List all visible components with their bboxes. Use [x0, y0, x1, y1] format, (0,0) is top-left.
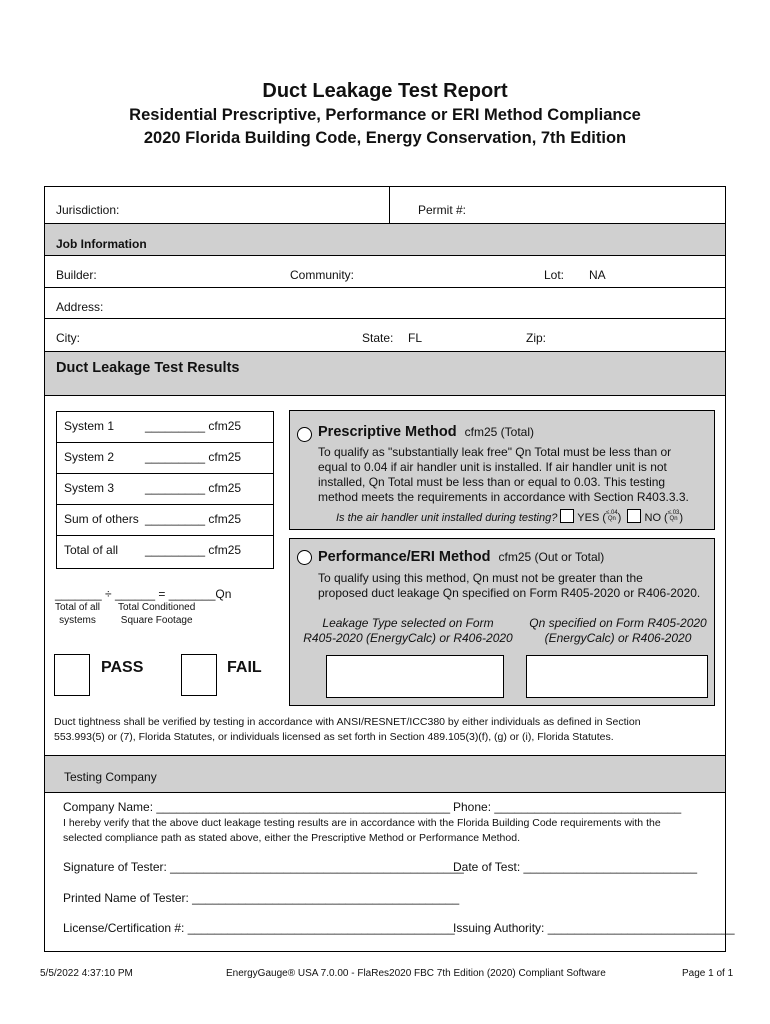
system-values-table: [56, 411, 274, 569]
qn-specified-line2: (EnergyCalc) or R406-2020: [544, 631, 692, 645]
lot-value: NA: [589, 268, 606, 282]
verification-notice: [54, 715, 641, 745]
footer-timestamp: 5/5/2022 4:37:10 PM: [40, 968, 133, 979]
prescriptive-desc-line4: method meets the requirements in accordance with Section R403.3.3.: [318, 490, 689, 504]
notice-line1: Duct tightness shall be verified by testing in accordance with ANSI/RESNET/ICC380 by either individuals as defined in Section: [54, 716, 641, 728]
formula-label-sqft: [118, 601, 195, 627]
prescriptive-title: [318, 424, 534, 440]
system-label: Sum of others: [64, 512, 139, 526]
system-row: [57, 412, 273, 443]
leakage-type-input[interactable]: [326, 655, 504, 698]
job-info-heading-row: [45, 224, 725, 256]
prescriptive-description: [318, 445, 689, 505]
results-heading: Duct Leakage Test Results: [56, 360, 240, 376]
no-label: NO (: [644, 512, 668, 524]
yes-checkbox[interactable]: [560, 509, 574, 523]
system-row: [57, 443, 273, 474]
air-handler-question-row: Is the air handler unit installed during testing? YES (≤.04 Qn ) NO (≤.03 Qn ): [336, 510, 684, 524]
qn-specified-line1: Qn specified on Form R405-2020: [529, 616, 707, 630]
license-field[interactable]: License/Certification #: ________________________________________: [63, 921, 455, 935]
formula-label-sqft-line2: Square Footage: [120, 615, 193, 626]
notice-line2: 553.993(5) or (7), Florida Statutes, or individuals licensed as set forth in Section 489.105(3)(f), (g) or (i), Florida Statutes.: [54, 731, 614, 743]
system-row: [57, 474, 273, 505]
performance-desc-line1: To qualify using this method, Qn must not be greater than the: [318, 571, 643, 585]
leakage-type-line1: Leakage Type selected on Form: [322, 616, 494, 630]
system-label: Total of all: [64, 543, 119, 557]
leakage-type-heading: [298, 616, 518, 646]
yes-threshold: [606, 510, 618, 522]
no-threshold: [668, 510, 680, 522]
phone-field[interactable]: Phone: ____________________________: [453, 800, 682, 814]
system-value-field[interactable]: _________ cfm25: [145, 419, 242, 433]
system-value-field[interactable]: _________ cfm25: [145, 450, 242, 464]
prescriptive-method-panel: [289, 410, 715, 530]
company-name-field[interactable]: Company Name: ____________________________________________: [63, 800, 451, 814]
performance-radio[interactable]: [297, 550, 312, 565]
signature-field[interactable]: Signature of Tester: ____________________________________________: [63, 860, 464, 874]
performance-unit: cfm25 (Out or Total): [498, 550, 605, 564]
verify-line1: I hereby verify that the above duct leakage testing results are in accordance with the Florida Building Code requirements with the: [63, 817, 661, 829]
job-info-heading: Job Information: [56, 237, 147, 251]
formula-label-total-line1: Total of all: [55, 602, 101, 613]
performance-title-text: Performance/ERI Method: [318, 549, 491, 565]
verification-statement: [63, 816, 661, 846]
testing-company-heading-row: [45, 755, 725, 793]
report-title: Duct Leakage Test Report: [262, 80, 508, 102]
formula-label-sqft-line1: Total Conditioned: [118, 602, 196, 613]
community-label: Community:: [290, 268, 355, 282]
system-value-field[interactable]: _________ cfm25: [145, 512, 242, 526]
qn-specified-input[interactable]: [526, 655, 708, 698]
prescriptive-radio[interactable]: [297, 427, 312, 442]
zip-label: Zip:: [526, 331, 547, 345]
prescriptive-desc-line1: To qualify as "substantially leak free" Qn Total must be less than or: [318, 445, 672, 459]
results-heading-row: [45, 352, 725, 396]
footer-software: EnergyGauge® USA 7.0.00 - FlaRes2020 FBC 7th Edition (2020) Compliant Software: [226, 968, 606, 979]
issuing-authority-field[interactable]: Issuing Authority: ____________________________: [453, 921, 735, 935]
system-label: System 1: [64, 419, 115, 433]
yes-threshold-value: ≤.04: [606, 510, 618, 516]
testing-company-heading: Testing Company: [64, 770, 157, 784]
prescriptive-title-text: Prescriptive Method: [318, 424, 457, 440]
prescriptive-unit: cfm25 (Total): [464, 425, 535, 439]
prescriptive-desc-line3: installed, Qn Total must be less than or equal to 0.03. This testing: [318, 475, 666, 489]
formula-label-total-line2: systems: [59, 615, 96, 626]
verify-line2: selected compliance path as stated above, either the Prescriptive Method or Performance Method.: [63, 832, 520, 844]
pass-label: PASS: [101, 659, 144, 676]
city-label: City:: [56, 331, 80, 345]
system-value-field[interactable]: _________ cfm25: [145, 543, 242, 557]
report-subtitle-code: 2020 Florida Building Code, Energy Conservation, 7th Edition: [143, 129, 627, 147]
jurisdiction-label: Jurisdiction:: [56, 203, 120, 217]
builder-row: [45, 256, 725, 288]
formula-label-total: [55, 601, 100, 627]
city-row: [45, 319, 725, 352]
address-row: [45, 288, 725, 319]
prescriptive-desc-line2: equal to 0.04 if air handler unit is installed. If air handler unit is not: [318, 460, 667, 474]
system-row: [57, 536, 273, 567]
state-label: State:: [362, 331, 394, 345]
yes-threshold-unit: Qn: [607, 516, 616, 522]
no-checkbox[interactable]: [627, 509, 641, 523]
date-of-test-field[interactable]: Date of Test: __________________________: [453, 860, 698, 874]
qn-formula: _______ ÷ ______ = _______Qn: [55, 587, 232, 601]
performance-description: [318, 571, 700, 601]
qn-specified-heading: [520, 616, 716, 646]
jurisdiction-divider: [389, 187, 390, 223]
fail-checkbox[interactable]: [181, 654, 217, 696]
pass-checkbox[interactable]: [54, 654, 90, 696]
leakage-type-line2: R405-2020 (EnergyCalc) or R406-2020: [303, 631, 513, 645]
air-handler-question: Is the air handler unit installed during testing?: [336, 512, 558, 524]
no-threshold-value: ≤.03: [667, 510, 680, 516]
yes-label: YES (: [577, 512, 607, 524]
address-label: Address:: [56, 300, 104, 314]
builder-label: Builder:: [56, 268, 97, 282]
lot-label: Lot:: [544, 268, 565, 282]
system-label: System 3: [64, 481, 115, 495]
no-threshold-unit: Qn: [669, 516, 678, 522]
printed-name-field[interactable]: Printed Name of Tester: ________________________________________: [63, 891, 460, 905]
jurisdiction-row: [45, 187, 725, 224]
system-value-field[interactable]: _________ cfm25: [145, 481, 242, 495]
performance-method-panel: [289, 538, 715, 706]
permit-label: Permit #:: [418, 203, 467, 217]
system-row: [57, 505, 273, 536]
system-label: System 2: [64, 450, 115, 464]
fail-label: FAIL: [227, 659, 262, 676]
footer-page-number: Page 1 of 1: [682, 968, 734, 979]
performance-desc-line2: proposed duct leakage Qn specified on Form R405-2020 or R406-2020.: [318, 586, 701, 600]
performance-title: [318, 549, 604, 565]
report-subtitle-compliance: Residential Prescriptive, Performance or ERI Method Compliance: [129, 106, 641, 124]
state-value: FL: [408, 331, 423, 345]
